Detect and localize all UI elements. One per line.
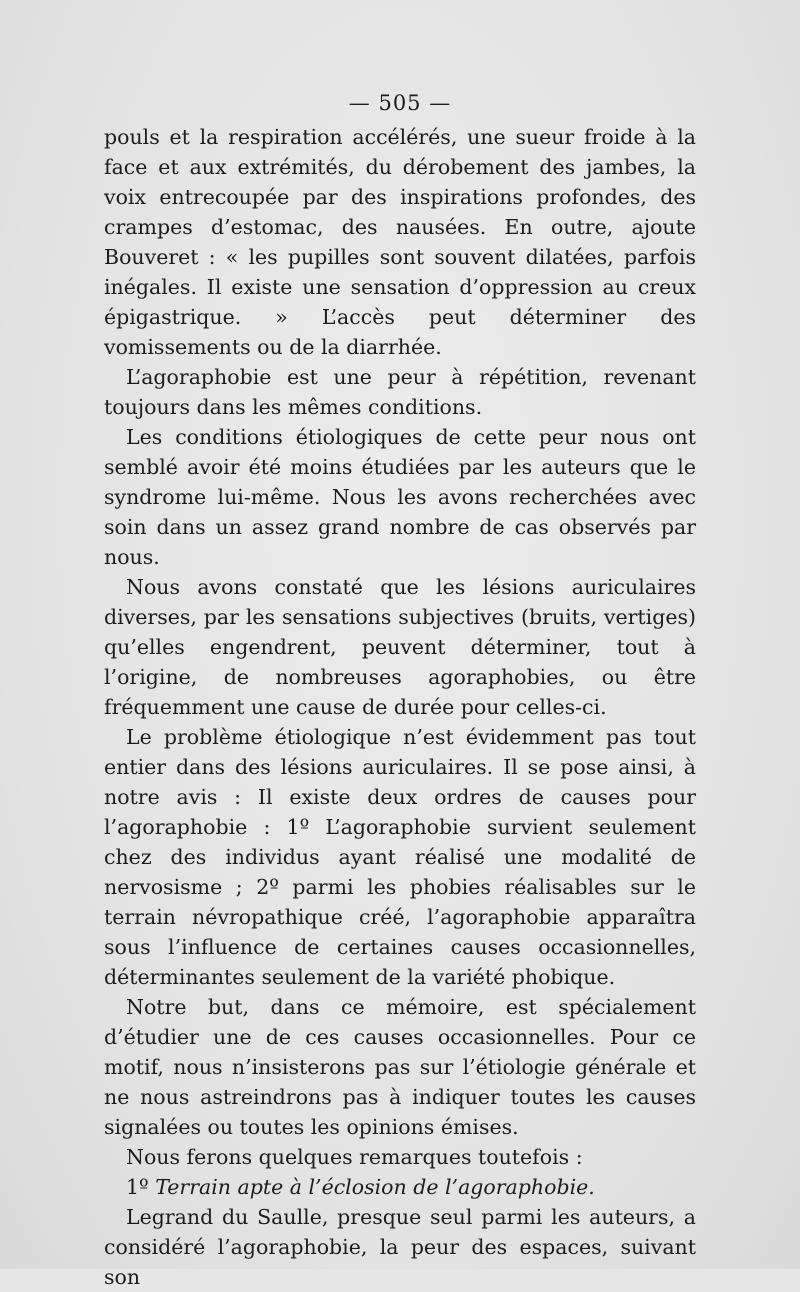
paragraph-3: Les conditions étiologiques de cette peur nous ont semblé avoir été moins étudiées par les auteurs que le syndrome lui-même. Nous les avons recherchées avec soin dans un assez grand nombre de cas observés par nous.: [104, 425, 696, 569]
section-heading-title: Terrain apte à l’éclosion de l’agoraphobie.: [155, 1175, 595, 1199]
paragraph-closing: Legrand du Saulle, presque seul parmi les auteurs, a considéré l’agoraphobie, la peur des espaces, suivant son: [104, 1205, 696, 1289]
paragraph-4: Nous avons constaté que les lésions auriculaires diverses, par les sensations subjectives (bruits, vertiges) qu’elles engendrent, peuvent déterminer, tout à l’origine, de nombreuses agoraphobies, ou être fréquemment une cause de durée pour celles-ci.: [104, 575, 696, 719]
paragraph-5: Le problème étiologique n’est évidemment pas tout entier dans des lésions auriculaires. Il se pose ainsi, à notre avis : Il existe deux ordres de causes pour l’agoraphobie : 1º L’agoraphobie survient seulement chez des individus ayant réalisé une modalité de nervosisme ; 2º parmi les phobies réalisables sur le terrain névropathique créé, l’agoraphobie apparaîtra sous l’influence de certaines causes occasionnelles, déterminantes seulement de la variété phobique.: [104, 725, 696, 989]
paragraph-7: Nous ferons quelques remarques toutefois :: [126, 1145, 583, 1169]
section-heading-number: 1º: [126, 1175, 149, 1199]
paragraph-6: Notre but, dans ce mémoire, est spécialement d’étudier une de ces causes occasionnelles. Pour ce motif, nous n’insisterons pas sur l’étiologie générale et ne nous astreindrons pas à indiquer toutes les causes signalées ou toutes les opinions émises.: [104, 995, 696, 1139]
paragraph-1: pouls et la respiration accélérés, une sueur froide à la face et aux extrémités, du dérobement des jambes, la voix entrecoupée par des inspirations profondes, des crampes d’estomac, des nausées. En outre, ajoute Bouveret : « les pupilles sont souvent dilatées, parfois inégales. Il existe une sensation d’oppression au creux épigastrique. » L’accès peut déterminer des vomissements ou de la diarrhée.: [104, 125, 696, 359]
paragraph-2: L’agoraphobie est une peur à répétition, revenant toujours dans les mêmes conditions.: [104, 365, 696, 419]
page-body: [104, 122, 696, 1292]
section-heading: [104, 1172, 696, 1202]
page-number: — 505 —: [348, 91, 452, 115]
